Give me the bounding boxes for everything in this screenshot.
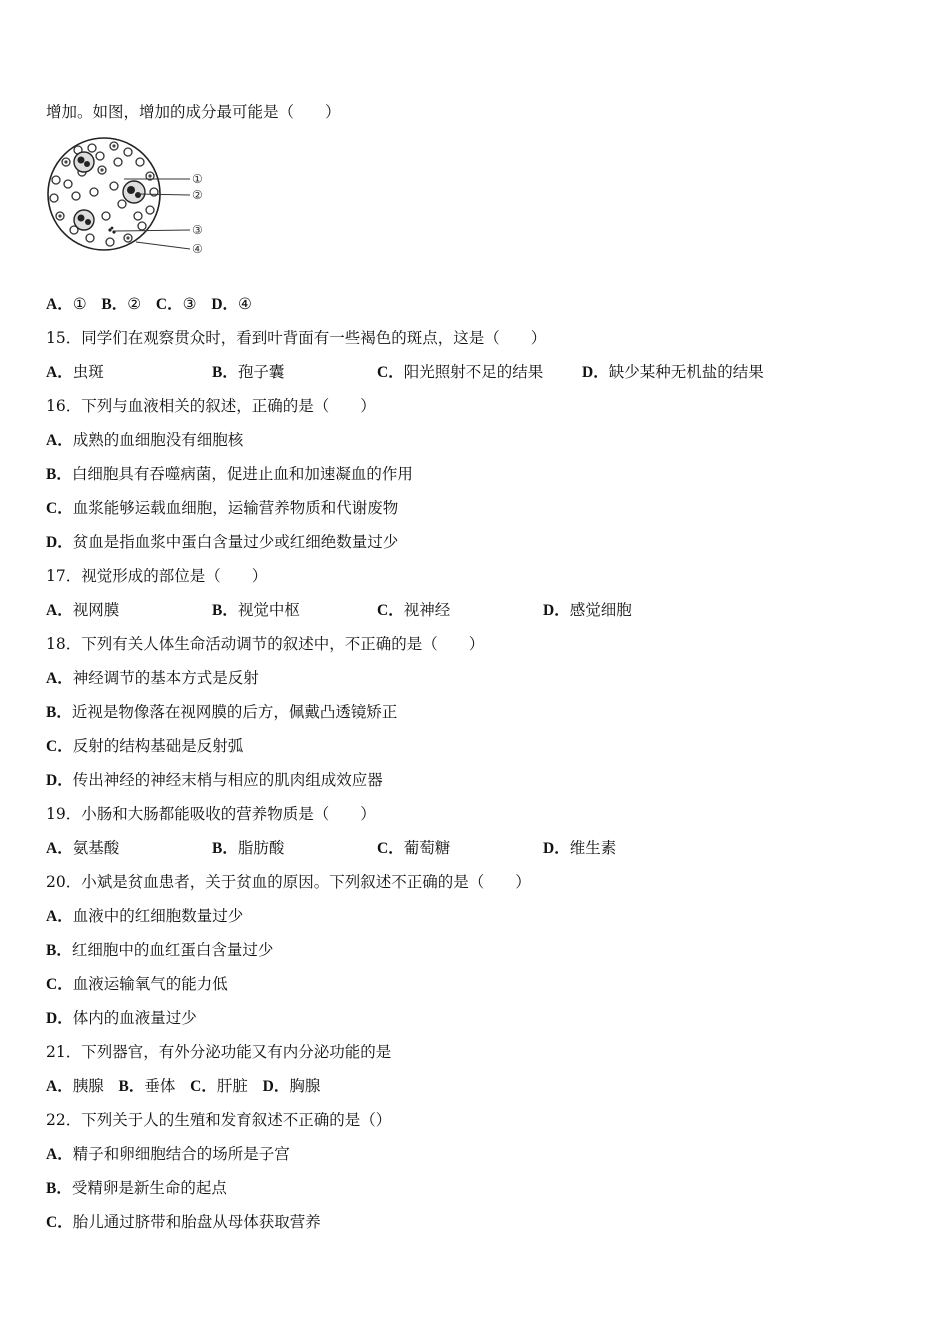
- q15-option-c: C．阳光照射不足的结果: [377, 363, 544, 381]
- q17-option-b: B．视觉中枢: [212, 601, 300, 619]
- q19-option-a: A．氨基酸: [46, 839, 120, 857]
- q18-option-c: C．反射的结构基础是反射弧: [46, 737, 244, 755]
- q20-option-a: A．血液中的红细胞数量过少: [46, 907, 244, 925]
- figure-label-4: ④: [192, 242, 203, 256]
- q18-stem: 18．下列有关人体生命活动调节的叙述中，不正确的是（ ）: [46, 635, 485, 653]
- q14-option-d: D．④: [211, 295, 252, 313]
- figure-label-3: ③: [192, 223, 203, 237]
- q14-option-b: B．②: [101, 295, 142, 313]
- q19-option-b: B．脂肪酸: [212, 839, 285, 857]
- q14-option-a: A．①: [46, 295, 87, 313]
- q14-stem: 增加。如图，增加的成分最可能是（ ）: [46, 103, 341, 121]
- q21-option-d: D．胸腺: [262, 1077, 321, 1095]
- blood-smear-figure: [44, 132, 214, 262]
- q20-option-d: D．体内的血液量过少: [46, 1009, 197, 1027]
- figure-label-1: ①: [192, 172, 203, 186]
- q22-option-c: C．胎儿通过脐带和胎盘从母体获取营养: [46, 1213, 321, 1231]
- q19-option-c: C．葡萄糖: [377, 839, 451, 857]
- q17-option-d: D．感觉细胞: [543, 601, 632, 619]
- q19-option-d: D．维生素: [543, 839, 617, 857]
- q19-stem: 19．小肠和大肠都能吸收的营养物质是（ ）: [46, 805, 376, 823]
- q17-option-c: C．视神经: [377, 601, 451, 619]
- q16-option-d: D．贫血是指血浆中蛋白含量过少或红细绝数量过少: [46, 533, 399, 551]
- q15-options: [46, 362, 906, 382]
- q14-option-c: C．③: [155, 295, 197, 313]
- q22-stem: 22．下列关于人的生殖和发育叙述不正确的是（）: [46, 1111, 392, 1129]
- q15-option-b: B．孢子囊: [212, 363, 285, 381]
- q20-option-c: C．血液运输氧气的能力低: [46, 975, 228, 993]
- q14-options: [46, 294, 252, 315]
- q17-options: [46, 600, 906, 620]
- q17-stem: 17．视觉形成的部位是（ ）: [46, 567, 268, 585]
- q21-option-a: A．胰腺: [46, 1077, 104, 1095]
- q19-options: [46, 838, 906, 858]
- q15-stem: 15．同学们在观察贯众时，看到叶背面有一些褐色的斑点，这是（ ）: [46, 329, 547, 347]
- q20-option-b: B．红细胞中的血红蛋白含量过少: [46, 941, 274, 959]
- q15-option-d: D．缺少某种无机盐的结果: [582, 363, 764, 381]
- q15-option-a: A．虫斑: [46, 363, 104, 381]
- figure-label-2: ②: [192, 188, 203, 202]
- q20-stem: 20．小斌是贫血患者，关于贫血的原因。下列叙述不正确的是（ ）: [46, 873, 531, 891]
- q16-option-a: A．成熟的血细胞没有细胞核: [46, 431, 244, 449]
- q18-option-d: D．传出神经的神经末梢与相应的肌肉组成效应器: [46, 771, 383, 789]
- q16-option-b: B．白细胞具有吞噬病菌，促进止血和加速凝血的作用: [46, 465, 413, 483]
- q21-options: [46, 1076, 320, 1097]
- q21-stem: 21．下列器官，有外分泌功能又有内分泌功能的是: [46, 1043, 392, 1061]
- blood-cells-illustration: [44, 132, 214, 262]
- q18-option-a: A．神经调节的基本方式是反射: [46, 669, 259, 687]
- q21-option-b: B．垂体: [118, 1077, 176, 1095]
- q16-option-c: C．血浆能够运载血细胞，运输营养物质和代谢废物: [46, 499, 399, 517]
- q16-stem: 16．下列与血液相关的叙述，正确的是（ ）: [46, 397, 376, 415]
- q18-option-b: B．近视是物像落在视网膜的后方，佩戴凸透镜矫正: [46, 703, 398, 721]
- q22-option-a: A．精子和卵细胞结合的场所是子宫: [46, 1145, 290, 1163]
- q22-option-b: B．受精卵是新生命的起点: [46, 1179, 227, 1197]
- q21-option-c: C．肝脏: [190, 1077, 248, 1095]
- q17-option-a: A．视网膜: [46, 601, 120, 619]
